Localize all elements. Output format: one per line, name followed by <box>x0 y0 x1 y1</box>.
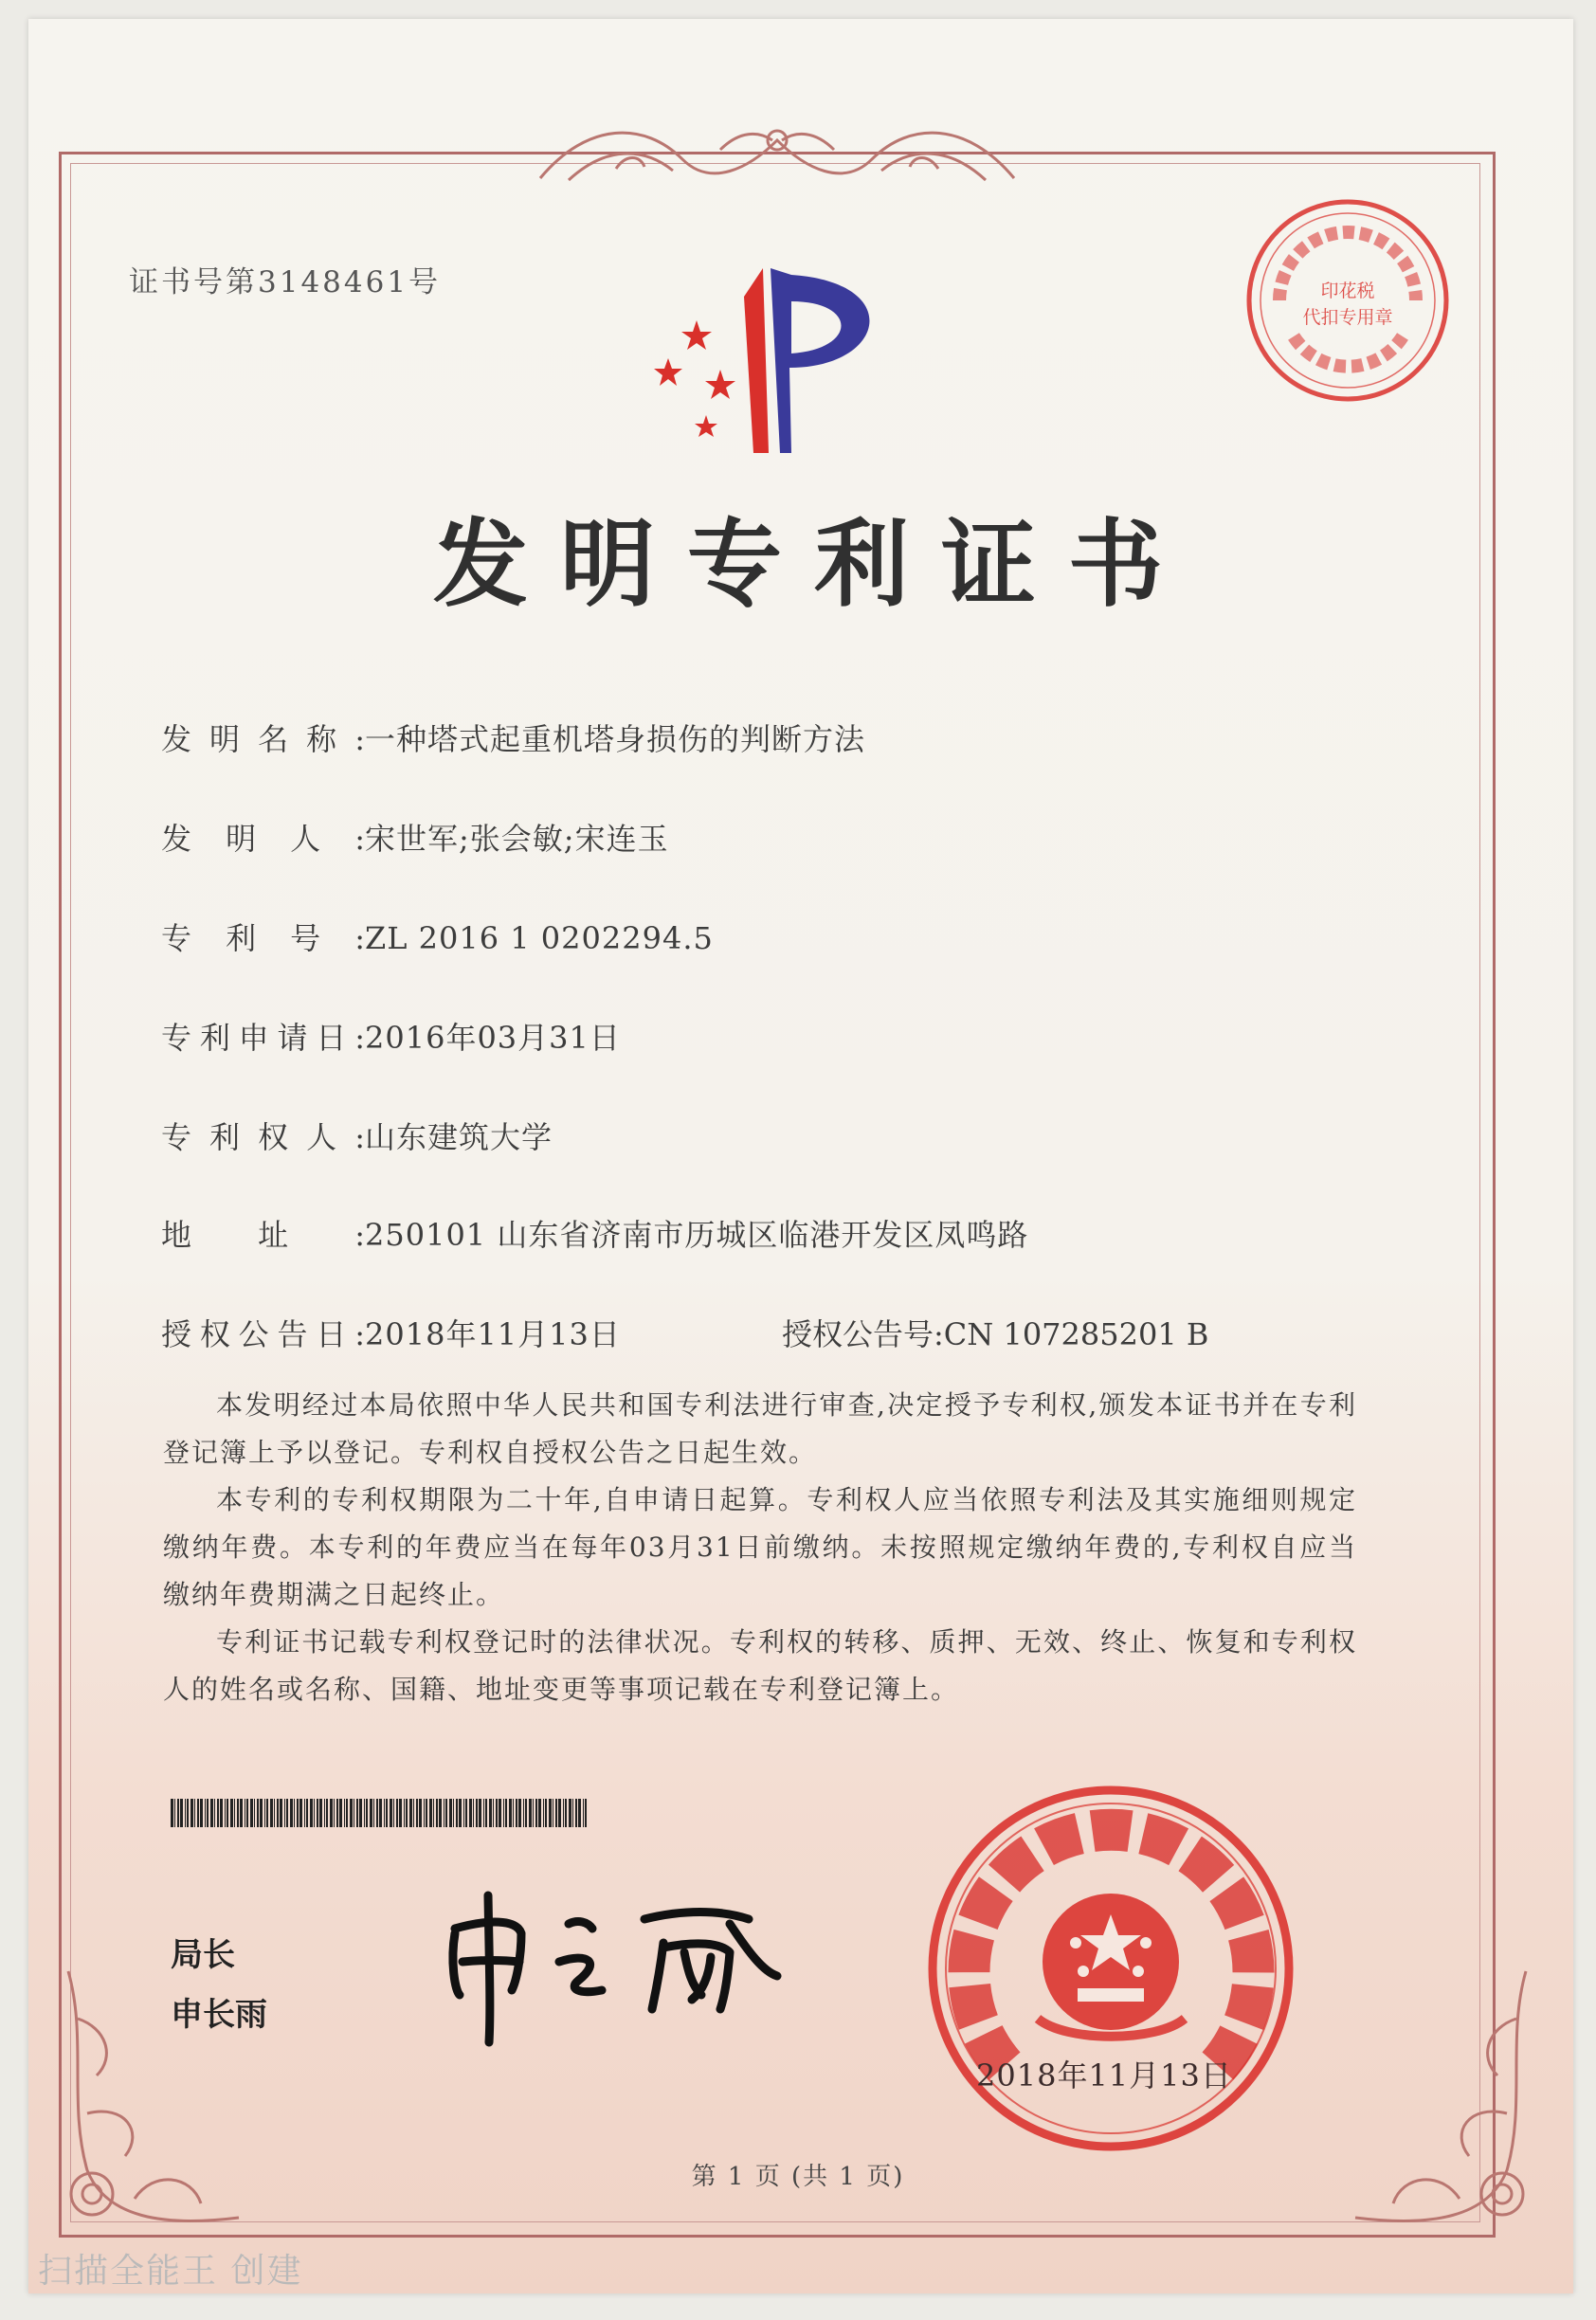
scanner-watermark: 扫描全能王 创建 <box>38 2252 303 2291</box>
field-label: 发明名称: <box>161 721 365 757</box>
field-patent-number <box>161 915 714 958</box>
field-publication-number <box>782 1311 1208 1354</box>
corner-ornament-left-icon <box>49 1962 267 2246</box>
field-label: 专利权人: <box>161 1119 365 1155</box>
field-value: 250101 山东省济南市历城区临港开发区凤鸣路 <box>365 1217 1029 1253</box>
director-title: 局长 <box>171 1936 235 1974</box>
field-address <box>161 1211 1028 1255</box>
cnipa-official-seal-icon <box>924 1782 1298 2156</box>
director-name: 申长雨 <box>171 1996 267 2034</box>
cnipa-logo-icon <box>649 263 910 467</box>
field-label: 授权公告日: <box>161 1316 365 1352</box>
svg-text:印花税: 印花税 <box>1320 281 1375 301</box>
field-invention-name <box>161 716 865 759</box>
field-value: 一种塔式起重机塔身损伤的判断方法 <box>365 721 866 757</box>
handwritten-signature-icon <box>436 1876 796 2057</box>
field-inventors <box>161 815 669 859</box>
body-paragraph-2: 本专利的专利权期限为二十年,自申请日起算。专利权人应当依照专利法及其实施细则规定缴纳年费。本专利的年费应当在每年03月31日前缴纳。未按照规定缴纳年费的,专利权自应当缴纳年费期满之日起终止。 <box>163 1484 1357 1610</box>
field-label: 专利申请日: <box>161 1020 365 1056</box>
field-label: 授权公告号: <box>782 1316 944 1352</box>
corner-ornament-right-icon <box>1327 1962 1545 2246</box>
page-title: 发明专利证书 <box>433 508 1195 620</box>
body-paragraph-1: 本发明经过本局依照中华人民共和国专利法进行审查,决定授予专利权,颁发本证书并在专利登记簿上予以登记。专利权自授权公告之日起生效。 <box>163 1389 1357 1468</box>
field-value: 山东建筑大学 <box>365 1119 553 1155</box>
body-paragraph-3: 专利证书记载专利权登记时的法律状况。专利权的转移、质押、无效、终止、恢复和专利权人的姓名或名称、国籍、地址变更等事项记载在专利登记簿上。 <box>163 1626 1357 1705</box>
field-value: CN 107285201 B <box>943 1316 1209 1352</box>
field-value: ZL 2016 1 0202294.5 <box>365 920 714 956</box>
page-number: 第 1 页 (共 1 页) <box>691 2163 905 2191</box>
field-label: 地址: <box>161 1217 365 1253</box>
field-label: 发明人: <box>161 821 365 857</box>
field-value: 宋世军;张会敏;宋连玉 <box>365 821 669 857</box>
field-grant-date <box>161 1311 621 1354</box>
seal-date: 2018年11月13日 <box>976 2057 1232 2093</box>
certificate-number: 证书号第3148461号 <box>129 265 442 299</box>
top-ornament-icon <box>531 112 1024 197</box>
field-application-date <box>161 1014 621 1058</box>
field-value: 2016年03月31日 <box>365 1020 621 1056</box>
field-patentee <box>161 1114 553 1157</box>
tax-stamp-seal-icon <box>1242 194 1455 408</box>
barcode-icon <box>171 1799 588 1827</box>
field-label: 专利号: <box>161 920 365 956</box>
svg-text:代扣专用章: 代扣专用章 <box>1302 307 1393 328</box>
field-value: 2018年11月13日 <box>365 1316 621 1352</box>
